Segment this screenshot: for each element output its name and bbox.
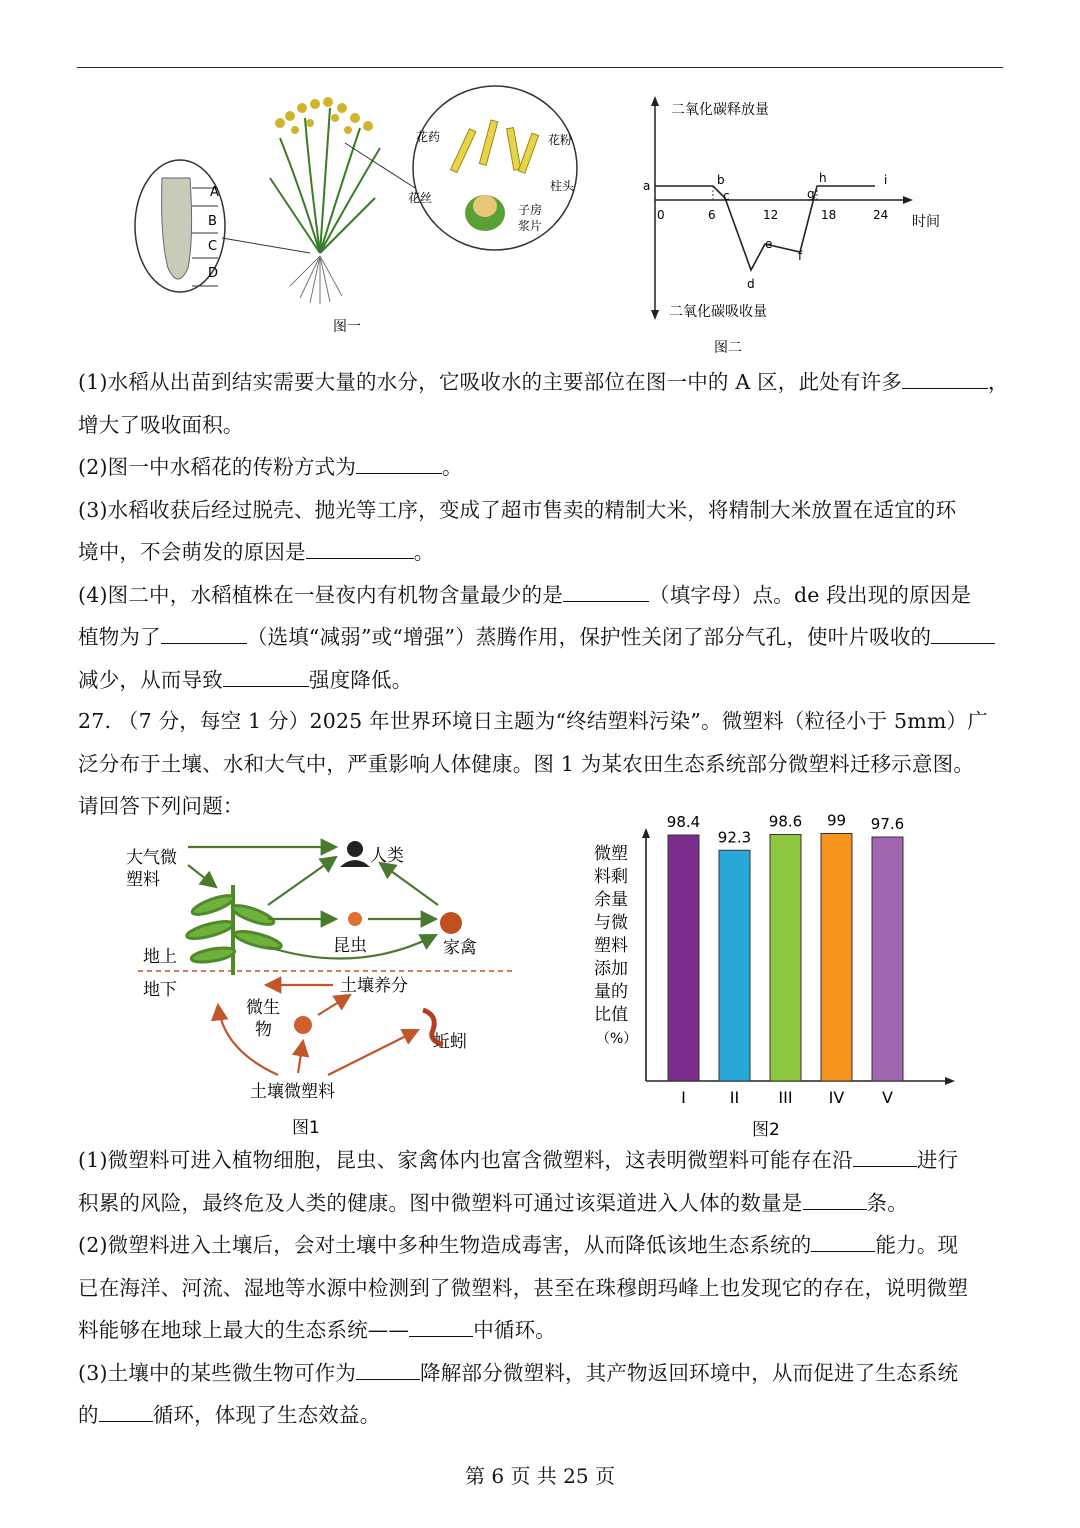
y-top-label: 二氧化碳释放量 bbox=[671, 102, 769, 118]
label-air-microplastic-2: 塑料 bbox=[126, 870, 160, 890]
label-soil-microplastic: 土壤微塑料 bbox=[250, 1082, 335, 1102]
question-27-intro bbox=[78, 700, 1004, 828]
label-microbe-2: 物 bbox=[255, 1020, 272, 1040]
q27-part2-line2: 已在海洋、河流、湿地等水源中检测到了微塑料，甚至在珠穆朗玛峰上也发现它的存在，说明微塑 bbox=[78, 1275, 969, 1300]
flower-label-ovary: 子房 bbox=[518, 203, 543, 217]
q27-intro-line1: 27. （7 分，每空 1 分）2025 年世界环境日主题为“终结塑料污染”。微塑料（粒径小于 5mm）广 bbox=[78, 709, 988, 733]
answer-blank[interactable] bbox=[853, 1144, 917, 1167]
answer-blank[interactable] bbox=[356, 451, 442, 474]
answer-blank[interactable] bbox=[811, 1229, 875, 1252]
q26-part1-line1: (1)水稻从出苗到结实需要大量的水分，它吸收水的主要部位在图一中的 A 区，此处有许多 bbox=[78, 370, 902, 394]
point-d: d bbox=[747, 277, 755, 291]
bar-value-label: 98.4 bbox=[666, 813, 701, 831]
category-label: I bbox=[681, 1088, 686, 1107]
q27-part3-line1: (3)土壤中的某些微生物可作为 bbox=[78, 1360, 357, 1385]
point-b: b bbox=[717, 173, 725, 187]
figure-2-caption-b: 图2 bbox=[752, 1120, 780, 1140]
point-c: c bbox=[723, 189, 730, 203]
point-f: f bbox=[798, 249, 803, 263]
label-below-ground: 地下 bbox=[143, 980, 177, 1000]
q26-part2-end: 。 bbox=[442, 455, 463, 479]
bar-value-label: 92.3 bbox=[717, 828, 752, 847]
header-rule bbox=[77, 67, 1003, 68]
flower-label-stigma: 柱头 bbox=[550, 179, 575, 193]
q27-part2-line1: (2)微塑料进入土壤后，会对土壤中多种生物造成毒害，从而降低该地生态系统的 bbox=[78, 1233, 812, 1257]
q27-part2-mid: 能力。现 bbox=[875, 1233, 959, 1257]
root-label-b: B bbox=[208, 214, 217, 229]
q27-part1-line1: (1)微塑料可进入植物细胞，昆虫、家禽体内也富含微塑料，这表明微塑料可能存在沿 bbox=[78, 1148, 853, 1172]
tick-18: 18 bbox=[821, 208, 837, 222]
x-axis-label: 时间 bbox=[912, 214, 940, 230]
q26-part4-text: （选填“减弱”或“增强”）蒸腾作用，保护性关闭了部分气孔，使叶片吸收的 bbox=[246, 625, 932, 649]
q26-part3-line2: 境中，不会萌发的原因是 bbox=[78, 540, 306, 564]
bar-value-label: 98.6 bbox=[768, 812, 803, 831]
point-h: h bbox=[819, 171, 827, 185]
question-26-text bbox=[78, 361, 1009, 701]
figure-1-caption: 图一 bbox=[333, 319, 361, 335]
bar-II bbox=[719, 850, 750, 1081]
category-label: IV bbox=[828, 1088, 845, 1107]
flower-label-filament: 花丝 bbox=[408, 191, 433, 205]
q27-intro-line2: 泛分布于土壤、水和大气中，严重影响人体健康。图 1 为某农田生态系统部分微塑料迁移示意图。 bbox=[78, 751, 975, 776]
answer-blank[interactable] bbox=[306, 536, 414, 559]
label-poultry: 家禽 bbox=[443, 938, 477, 958]
bar-IV bbox=[821, 834, 852, 1082]
bar-value-label: 97.6 bbox=[870, 815, 905, 833]
point-g: g bbox=[807, 187, 815, 201]
q26-part1-comma: ， bbox=[987, 370, 1009, 394]
label-insect: 昆虫 bbox=[333, 936, 367, 956]
point-e: e bbox=[765, 237, 773, 251]
question-27-parts bbox=[78, 1139, 1004, 1437]
q27-part2-line3: 料能够在地球上最大的生态系统—— bbox=[78, 1318, 410, 1342]
microbe-icon bbox=[294, 1016, 312, 1034]
answer-blank[interactable] bbox=[161, 621, 247, 644]
tick-12: 12 bbox=[763, 208, 779, 222]
category-label: V bbox=[882, 1088, 893, 1107]
figure-microplastic-migration bbox=[118, 835, 528, 1145]
answer-blank[interactable] bbox=[803, 1187, 867, 1210]
figure-microplastic-bar-chart bbox=[588, 811, 968, 1145]
figure-1-caption-b: 图1 bbox=[292, 1118, 320, 1138]
human-icon bbox=[347, 841, 363, 857]
figure-1-rice-plant bbox=[130, 78, 600, 353]
q27-part3-mid: 降解部分微塑料，其产物返回环境中，从而促进了生态系统 bbox=[420, 1360, 959, 1385]
q26-part3-line1: (3)水稻收获后经过脱壳、抛光等工序，变成了超市售卖的精制大米，将精制大米放置在适宜的环 bbox=[78, 497, 957, 522]
figure-2-co2-curve bbox=[635, 92, 955, 357]
q27-part1-mid: 进行 bbox=[916, 1148, 959, 1172]
poultry-icon bbox=[440, 912, 462, 934]
tick-24: 24 bbox=[873, 208, 889, 222]
bar-I bbox=[668, 835, 699, 1081]
q26-part1-line2: 增大了吸收面积。 bbox=[78, 412, 244, 437]
q26-part4-line1: (4)图二中，水稻植株在一昼夜内有机物含量最少的是 bbox=[78, 582, 564, 607]
root-label-a: A bbox=[210, 185, 219, 200]
q26-part4-end: 强度降低。 bbox=[308, 667, 413, 692]
label-microbe-1: 微生 bbox=[246, 998, 280, 1018]
answer-blank[interactable] bbox=[902, 366, 988, 389]
insect-icon bbox=[348, 912, 362, 926]
answer-blank[interactable] bbox=[931, 621, 995, 644]
answer-blank[interactable] bbox=[563, 579, 649, 602]
chart-ylabel: 微塑料剩余量与微塑料添加量的比值（%） bbox=[594, 844, 638, 1047]
q26-part4-line2: 植物为了 bbox=[78, 625, 161, 649]
tick-6: 6 bbox=[708, 208, 716, 222]
q26-part3-end: 。 bbox=[413, 540, 435, 564]
point-a: a bbox=[643, 179, 651, 193]
q27-part1-line2: 积累的风险，最终危及人类的健康。图中微塑料可通过该渠道进入人体的数量是 bbox=[78, 1190, 803, 1215]
page-footer: 第 6 页 共 25 页 bbox=[465, 1464, 615, 1488]
q26-part2: (2)图一中水稻花的传粉方式为 bbox=[78, 455, 357, 479]
answer-blank[interactable] bbox=[409, 1314, 473, 1337]
q27-part2-end: 中循环。 bbox=[473, 1318, 557, 1342]
y-bottom-label: 二氧化碳吸收量 bbox=[669, 304, 767, 320]
label-air-microplastic-1: 大气微 bbox=[126, 848, 177, 868]
figure-2-caption: 图二 bbox=[714, 340, 742, 356]
root-label-d: D bbox=[208, 266, 219, 281]
flower-label-pollen: 花粉 bbox=[548, 133, 573, 147]
point-i: i bbox=[884, 173, 888, 187]
answer-blank[interactable] bbox=[356, 1357, 420, 1380]
tick-0: 0 bbox=[657, 208, 665, 222]
q26-part4-line3: 减少，从而导致 bbox=[78, 667, 223, 692]
answer-blank[interactable] bbox=[99, 1399, 153, 1422]
category-label: II bbox=[729, 1088, 740, 1107]
label-earthworm: 蚯蚓 bbox=[433, 1032, 467, 1052]
q27-part1-end: 条。 bbox=[866, 1190, 908, 1215]
bar-III bbox=[770, 835, 801, 1082]
q27-intro-line3: 请回答下列问题： bbox=[78, 794, 244, 818]
q26-part4-mid: （填字母）点。de 段出现的原因是 bbox=[649, 582, 972, 607]
flower-label-lodicule: 浆片 bbox=[518, 219, 543, 233]
q27-part3-line2: 的 bbox=[78, 1403, 99, 1427]
bar-value-label: 99 bbox=[826, 811, 847, 830]
label-above-ground: 地上 bbox=[143, 947, 177, 967]
q27-part3-end: 循环，体现了生态效益。 bbox=[152, 1403, 381, 1427]
answer-blank[interactable] bbox=[223, 664, 309, 687]
flower-label-anther: 花药 bbox=[416, 130, 441, 144]
bar-V bbox=[872, 837, 903, 1081]
category-label: III bbox=[778, 1088, 793, 1107]
label-soil-nutrient: 土壤养分 bbox=[340, 976, 408, 996]
label-human: 人类 bbox=[370, 846, 404, 866]
root-label-c: C bbox=[208, 239, 218, 254]
